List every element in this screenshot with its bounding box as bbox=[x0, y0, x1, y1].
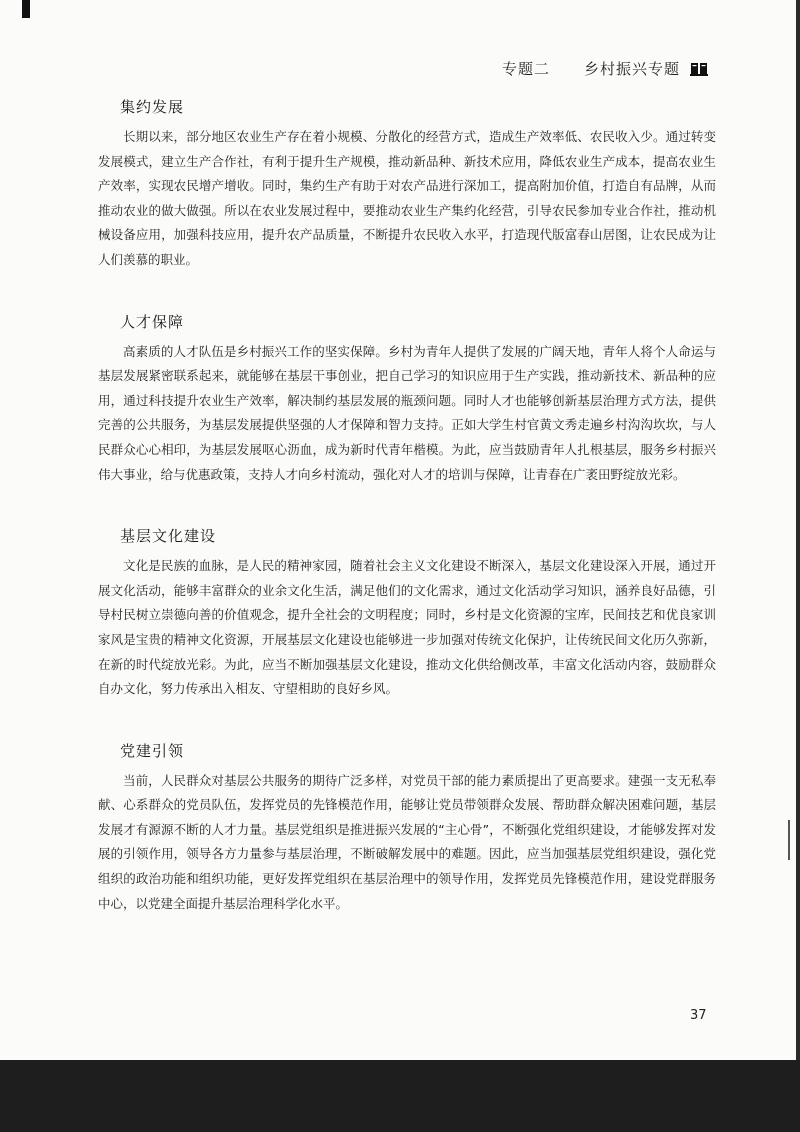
scan-artifact-line bbox=[788, 820, 790, 860]
section-talent-support bbox=[98, 311, 716, 488]
section-heading: 人才保障 bbox=[120, 312, 185, 331]
section-intensive-development bbox=[98, 96, 716, 273]
scan-edge bbox=[796, 0, 800, 1132]
page-number: 37 bbox=[690, 1008, 707, 1023]
book-icon bbox=[690, 61, 708, 77]
section-paragraph: 长期以来，部分地区农业生产存在着小规模、分散化的经营方式，造成生产效率低、农民收入少。通过转变发展模式，建立生产合作社，有利于提升生产规模，推动新品种、新技术应用，降低农业生产成本，提高农业生产效率，实现农民增产增收。同时，集约生产有助于对农产品进行深加工，提高附加价值，打造自有品牌，从而推动农业的做大做强。所以在农业发展过程中，要推动农业生产集约化经营，引导农民参加专业合作社，推动机械设备应用，加强科技应用，提升农产品质量，不断提升农民收入水平，打造现代版富春山居图，让农民成为让人们羡慕的职业。 bbox=[98, 129, 716, 267]
section-paragraph: 文化是民族的血脉，是人民的精神家园，随着社会主义文化建设不断深入，基层文化建设深入开展，通过开展文化活动，能够丰富群众的业余文化生活，满足他们的文化需求，通过文化活动学习知识，涵养良好品德，引导村民树立崇德向善的价值观念，提升全社会的文明程度；同时，乡村是文化资源的宝库，民间技艺和优良家训家风是宝贵的精神文化资源，开展基层文化建设也能够进一步加强对传统文化保护，让传统民间文化历久弥新，在新的时代绽放光彩。为此，应当不断加强基层文化建设，推动文化供给侧改革，丰富文化活动内容，鼓励群众自办文化，努力传承出入相友、守望相助的良好乡风。 bbox=[98, 558, 716, 697]
header-title: 乡村振兴专题 bbox=[583, 60, 680, 78]
section-heading: 基层文化建设 bbox=[120, 527, 217, 546]
section-paragraph: 高素质的人才队伍是乡村振兴工作的坚实保障。乡村为青年人提供了发展的广阔天地，青年人将个人命运与基层发展紧密联系起来，就能够在基层干事创业，把自己学习的知识应用于生产实践，推动新技术、新品种的应用，通过科技提升农业生产效率，解决制约基层发展的瓶颈问题。同时人才也能够创新基层治理方式方法，提供完善的公共服务，为基层发展提供坚强的人才保障和智力支持。正如大学生村官黄文秀走遍乡村沟沟坎坎，与人民群众心心相印，为基层发展呕心沥血，成为新时代青年楷模。为此，应当鼓励青年人扎根基层，服务乡村振兴伟大事业，给与优惠政策，支持人才向乡村流动，强化对人才的培训与保障，让青春在广袤田野绽放光彩。 bbox=[98, 343, 716, 482]
section-grassroots-culture bbox=[98, 525, 716, 702]
main-content bbox=[98, 96, 716, 954]
scan-bottom-shadow bbox=[0, 1060, 800, 1132]
running-header bbox=[502, 58, 708, 79]
scan-artifact-mark bbox=[22, 0, 30, 18]
section-heading: 集约发展 bbox=[120, 98, 185, 116]
section-heading: 党建引领 bbox=[120, 741, 185, 760]
section-paragraph: 当前，人民群众对基层公共服务的期待广泛多样，对党员干部的能力素质提出了更高要求。建强一支无私奉献、心系群众的党员队伍，发挥党员的先锋模范作用，能够让党员带领群众发展、帮助群众解决困难问题，基层发展才有源源不断的人才力量。基层党组织是推进振兴发展的“主心骨”，不断强化党组织建设，才能够发挥对发展的引领作用，领导各方力量参与基层治理，不断破解发展中的难题。因此，应当加强基层党组织建设，强化党组织的政治功能和组织功能，更好发挥党组织在基层治理中的领导作用，发挥党员先锋模范作用，建设党群服务中心，以党建全面提升基层治理科学化水平。 bbox=[98, 772, 716, 911]
section-party-building bbox=[98, 740, 716, 917]
header-section: 专题二 bbox=[501, 60, 550, 78]
